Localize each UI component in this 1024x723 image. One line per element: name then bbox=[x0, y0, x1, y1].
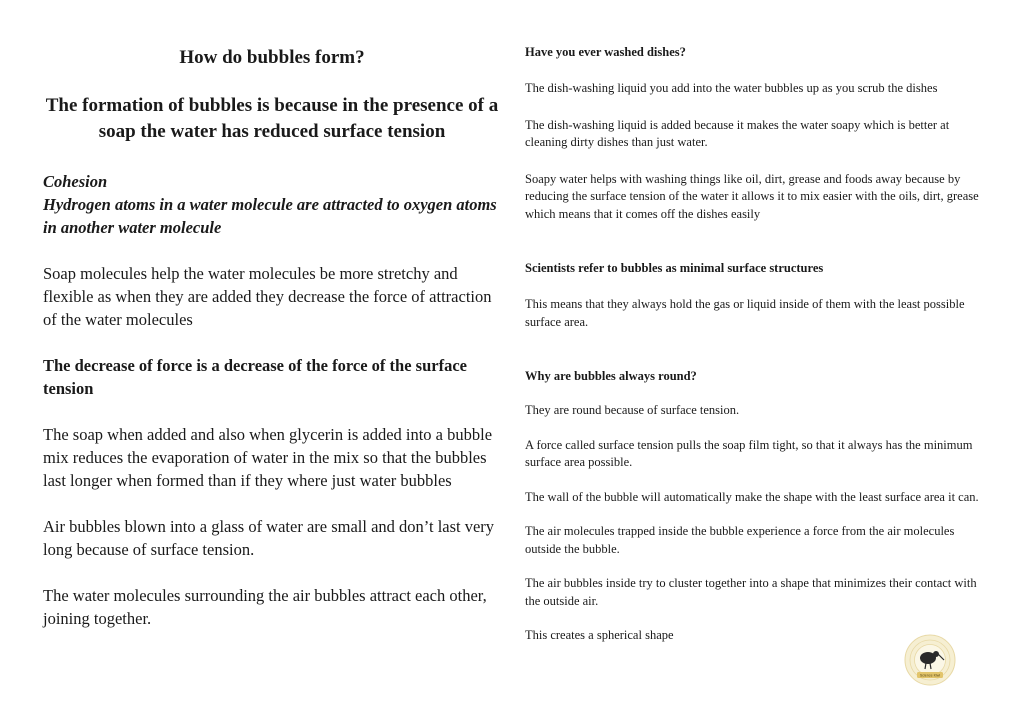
soap-stretch-paragraph: Soap molecules help the water molecules be more stretchy and flexible as when they are added they decrease the force of attraction of the water molecules bbox=[43, 264, 492, 329]
round-bubbles-heading: Why are bubbles always round? bbox=[525, 369, 697, 383]
soapy-water-paragraph: The dish-washing liquid is added because it makes the water soapy which is better at cleaning dirty dishes than just water. bbox=[525, 117, 950, 149]
left-column bbox=[43, 44, 501, 630]
glycerin-paragraph: The soap when added and also when glycerin is added into a bubble mix reduces the evaporation of water in the mix so that the bubbles last longer when formed than if they where just water bubbles bbox=[43, 425, 493, 490]
kiwi-bird-icon bbox=[904, 634, 956, 686]
water-molecules-paragraph: The water molecules surrounding the air bubbles attract each other, joining together. bbox=[43, 586, 487, 628]
cohesion-text: Hydrogen atoms in a water molecule are attracted to oxygen atoms in another water molecule bbox=[43, 195, 497, 237]
logo-banner-text: Science Kiwi bbox=[919, 673, 941, 678]
round-reason-paragraph: They are round because of surface tension. bbox=[525, 403, 740, 417]
page-title: How do bubbles form? bbox=[179, 47, 365, 68]
cluster-paragraph: The air bubbles inside try to cluster together into a shape that minimizes their contact with the outside air. bbox=[525, 576, 977, 608]
air-bubbles-paragraph: Air bubbles blown into a glass of water are small and don’t last very long because of surface tension. bbox=[43, 517, 495, 559]
minimal-surface-paragraph: This means that they always hold the gas or liquid inside of them with the least possible surface area. bbox=[525, 297, 965, 329]
force-decrease-paragraph: The decrease of force is a decrease of the force of the surface tension bbox=[43, 356, 467, 398]
minimal-surface-heading: Scientists refer to bubbles as minimal surface structures bbox=[525, 261, 824, 275]
science-kiwi-logo bbox=[904, 634, 956, 686]
cohesion-section bbox=[43, 170, 501, 239]
right-column bbox=[525, 44, 985, 645]
surface-tension-force-paragraph: A force called surface tension pulls the soap film tight, so that it always has the minimum surface area possible. bbox=[525, 437, 973, 469]
cohesion-heading: Cohesion bbox=[43, 172, 108, 191]
spherical-shape-paragraph: This creates a spherical shape bbox=[525, 628, 674, 642]
dishes-heading: Have you ever washed dishes? bbox=[525, 45, 686, 59]
air-molecules-paragraph: The air molecules trapped inside the bubble experience a force from the air molecules outside the bubble. bbox=[525, 524, 955, 556]
bubble-wall-paragraph: The wall of the bubble will automatically make the shape with the least surface area it can. bbox=[525, 489, 979, 504]
dish-liquid-paragraph: The dish-washing liquid you add into the water bubbles up as you scrub the dishes bbox=[525, 81, 938, 95]
page-subtitle: The formation of bubbles is because in the presence of a soap the water has reduced surface tension bbox=[45, 95, 499, 142]
cleaning-paragraph: Soapy water helps with washing things like oil, dirt, grease and foods away because by reducing the surface tension of the water it allows it to mix easier with the oils, dirt, grease which means that it comes off the dishes easily bbox=[525, 171, 979, 221]
